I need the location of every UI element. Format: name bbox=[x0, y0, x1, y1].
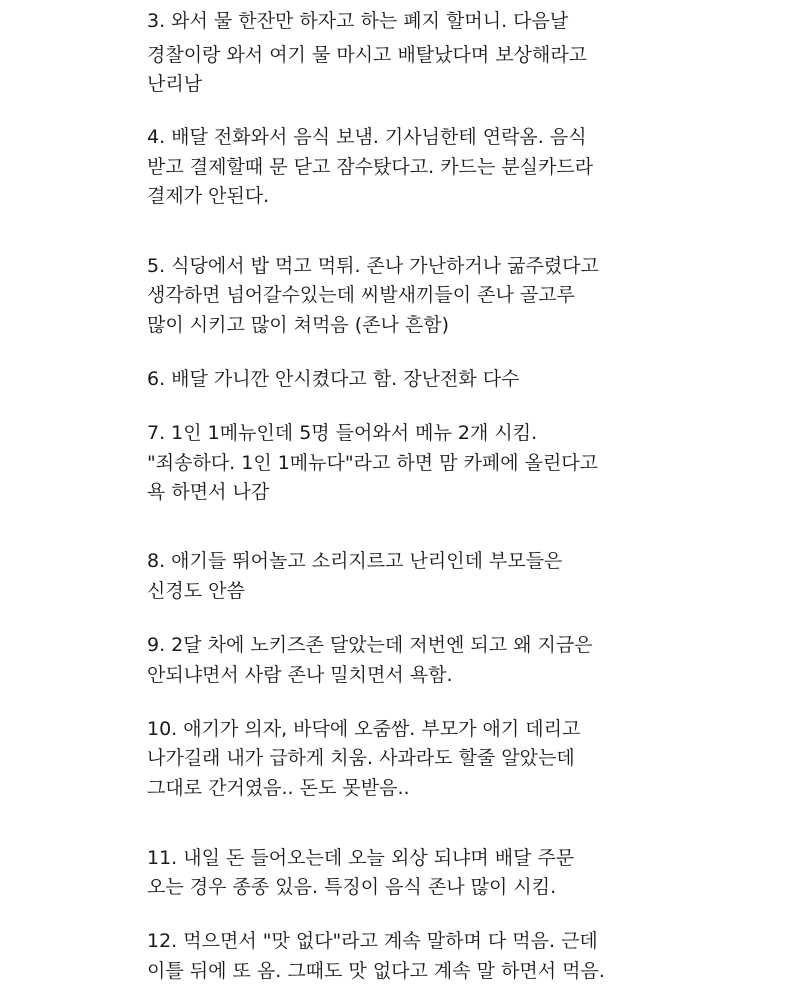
item-5-line-3: 많이 시키고 많이 쳐먹음 (존나 흔함) bbox=[147, 314, 449, 336]
item-7-line-3: 욕 하면서 나감 bbox=[147, 481, 270, 503]
item-11-line-2: 오는 경우 종종 있음. 특징이 음식 존나 많이 시킴. bbox=[147, 876, 557, 898]
item-10-line-2: 나가길래 내가 급하게 치움. 사과라도 할줄 알았는데 bbox=[147, 747, 575, 769]
item-10-line-1: 10. 애기가 의자, 바닥에 오줌쌈. 부모가 애기 데리고 bbox=[147, 718, 581, 740]
item-11-line-1: 11. 내일 돈 들어오는데 오늘 외상 되냐며 배달 주문 bbox=[147, 847, 575, 869]
item-5-line-2: 생각하면 넘어갈수있는데 씨발새끼들이 존나 골고루 bbox=[147, 284, 575, 306]
item-5-line-1: 5. 식당에서 밥 먹고 먹튀. 존나 가난하거나 굶주렸다고 bbox=[147, 255, 599, 277]
item-3-line-2: 경찰이랑 와서 여기 물 마시고 배탈났다며 보상해라고 bbox=[147, 44, 588, 66]
item-4-line-3: 결제가 안된다. bbox=[147, 185, 270, 207]
item-6-line-1: 6. 배달 가니깐 안시켰다고 함. 장난전화 다수 bbox=[147, 368, 520, 390]
item-8-line-1: 8. 애기들 뛰어놀고 소리지르고 난리인데 부모들은 bbox=[147, 550, 563, 572]
item-8-line-2: 신경도 안씀 bbox=[147, 580, 245, 602]
item-3-line-3: 난리남 bbox=[147, 73, 203, 95]
item-12-line-1: 12. 먹으면서 "맛 없다"라고 계속 말하며 다 먹음. 근데 bbox=[147, 930, 598, 952]
item-9-line-2: 안되냐면서 사람 존나 밀치면서 욕함. bbox=[147, 664, 453, 686]
item-10-line-3: 그대로 간거였음.. 돈도 못받음.. bbox=[147, 777, 410, 799]
item-4-line-2: 받고 결제할때 문 닫고 잠수탔다고. 카드는 분실카드라 bbox=[147, 156, 594, 178]
item-12-line-2: 이틀 뒤에 또 옴. 그때도 맛 없다고 계속 말 하면서 먹음. bbox=[147, 960, 605, 982]
item-7-line-2: "죄송하다. 1인 1메뉴다"라고 하면 맘 카페에 올린다고 bbox=[147, 452, 599, 474]
item-7-line-1: 7. 1인 1메뉴인데 5명 들어와서 메뉴 2개 시킴. bbox=[147, 422, 538, 444]
item-4-line-1: 4. 배달 전화와서 음식 보냄. 기사님한테 연락옴. 음식 bbox=[147, 126, 587, 148]
item-3-line-1: 3. 와서 물 한잔만 하자고 하는 폐지 할머니. 다음날 bbox=[147, 10, 569, 32]
item-9-line-1: 9. 2달 차에 노키즈존 달았는데 저번엔 되고 왜 지금은 bbox=[147, 634, 593, 656]
